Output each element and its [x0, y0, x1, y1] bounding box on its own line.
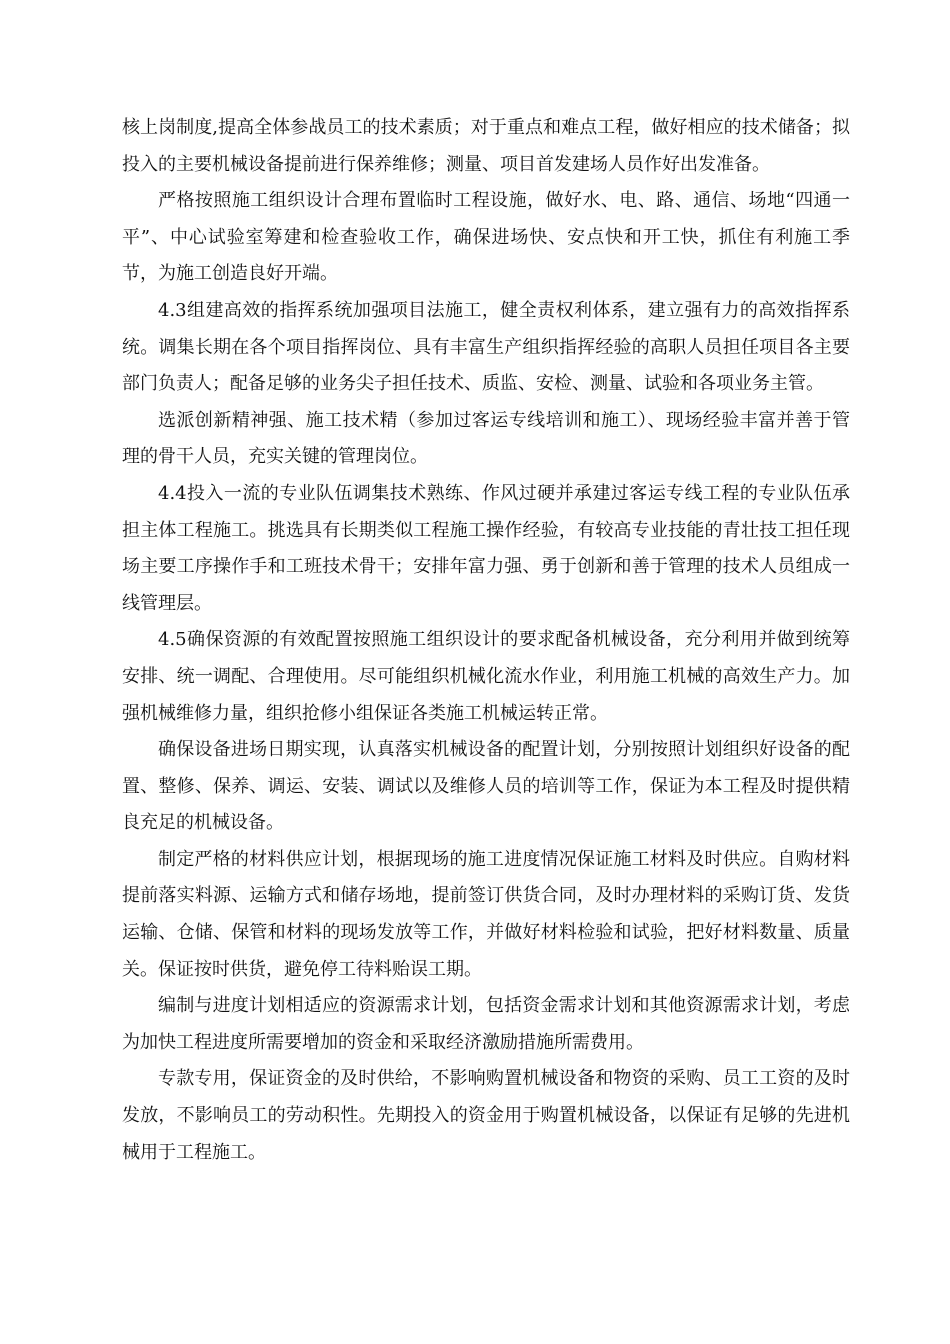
paragraph-8: 制定严格的材料供应计划，根据现场的施工进度情况保证施工材料及时供应。自购材料提前落实料源、运输方式和储存场地，提前签订供货合同，及时办理材料的采购订货、发货运输、仓储、保管和材料的现场发放等工作，并做好材料检验和试验，把好材料数量、质量关。保证按时供货，避免停工待料贻误工期。: [122, 848, 850, 980]
paragraph-5: 4.4投入一流的专业队伍调集技术熟练、作风过硬并承建过客运专线工程的专业队伍承担主体工程施工。挑选具有长期类似工程施工操作经验，有较高专业技能的青壮技工担任现场主要工序操作手和工班技术骨干；安排年富力强、勇于创新和善于管理的技术人员组成一线管理层。: [122, 482, 850, 614]
paragraph-4: 选派创新精神强、施工技术精（参加过客运专线培训和施工）、现场经验丰富并善于管理的骨干人员，充实关键的管理岗位。: [122, 409, 850, 468]
paragraph-1: 核上岗制度,提高全体参战员工的技术素质；对于重点和难点工程，做好相应的技术储备；拟投入的主要机械设备提前进行保养维修；测量、项目首发建场人员作好出发准备。: [122, 117, 850, 175]
paragraph-10: 专款专用，保证资金的及时供给，不影响购置机械设备和物资的采购、员工工资的及时发放，不影响员工的劳动积性。先期投入的资金用于购置机械设备，以保证有足够的先进机械用于工程施工。: [122, 1068, 850, 1163]
paragraph-9: 编制与进度计划相适应的资源需求计划，包括资金需求计划和其他资源需求计划，考虑为加快工程进度所需要增加的资金和采取经济激励措施所需费用。: [122, 995, 850, 1053]
paragraph-2: 严格按照施工组织设计合理布置临时工程设施，做好水、电、路、通信、场地“四通一平”、中心试验室筹建和检查验收工作，确保进场快、安点快和开工快，抓住有利施工季节，为施工创造良好开端。: [122, 190, 850, 285]
paragraph-6: 4.5确保资源的有效配置按照施工组织设计的要求配备机械设备，充分利用并做到统筹安排、统一调配、合理使用。尽可能组织机械化流水作业，利用施工机械的高效生产力。加强机械维修力量，组织抢修小组保证各类施工机械运转正常。: [122, 629, 850, 724]
paragraph-7: 确保设备进场日期实现，认真落实机械设备的配置计划，分别按照计划组织好设备的配置、整修、保养、调运、安装、调试以及维修人员的培训等工作，保证为本工程及时提供精良充足的机械设备。: [122, 739, 850, 834]
paragraph-3: 4.3组建高效的指挥系统加强项目法施工，健全责权利体系，建立强有力的高效指挥系统。调集长期在各个项目指挥岗位、具有丰富生产组织指挥经验的高职人员担任项目各主要部门负责人；配备足够的业务尖子担任技术、质监、安检、测量、试验和各项业务主管。: [122, 299, 850, 395]
document-body: [122, 110, 850, 1171]
